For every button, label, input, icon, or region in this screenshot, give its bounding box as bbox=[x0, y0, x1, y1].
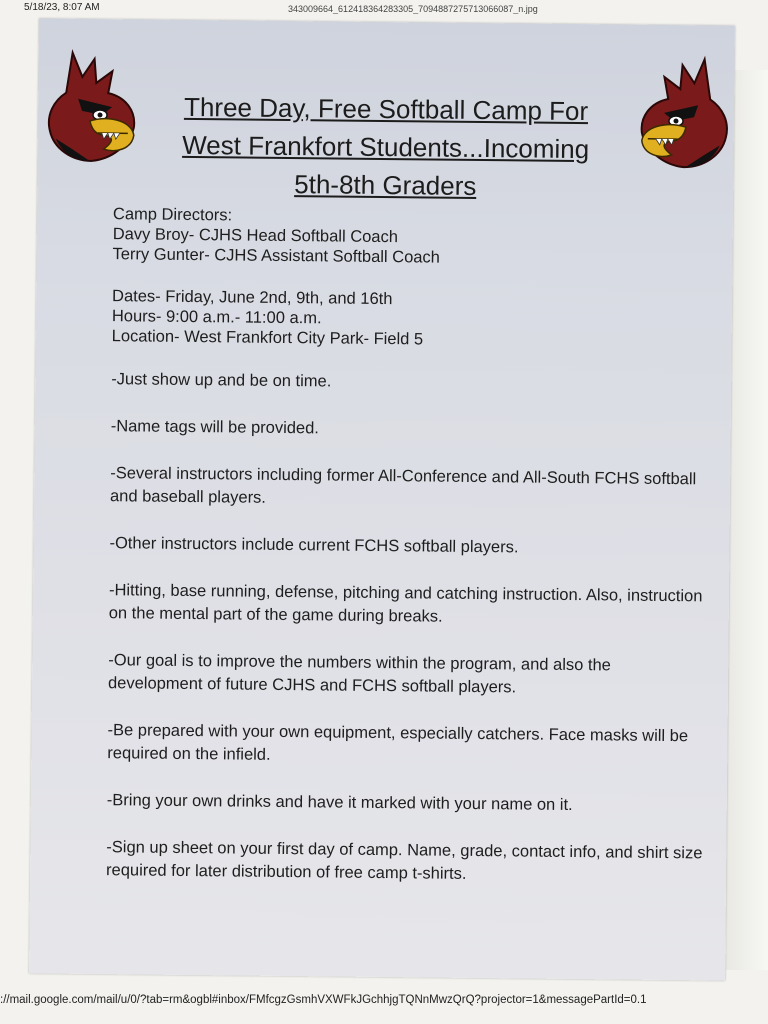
note-item: -Our goal is to improve the numbers within the program, and also the development of future CJHS and FCHS softball players. bbox=[107, 651, 611, 697]
print-header-timestamp: 5/18/23, 8:07 AM bbox=[24, 2, 100, 13]
title-line: 5th-8th Graders bbox=[294, 169, 477, 201]
note-item: -Bring your own drinks and have it marked with your name on it. bbox=[106, 791, 573, 815]
note-item: -Sign up sheet on your first day of camp. Name, grade, contact info, and shirt size required for later distribution of free camp t-shirts. bbox=[106, 838, 703, 883]
note-item: -Hitting, base running, defense, pitching and catching instruction. Also, instruction on the mental part of the game during breaks. bbox=[108, 581, 703, 626]
directors-heading: Camp Directors: bbox=[112, 205, 233, 225]
camp-directors bbox=[112, 204, 713, 270]
note-item: -Be prepared with your own equipment, especially catchers. Face masks will be required on the infield. bbox=[107, 721, 689, 764]
title-line: Three Day, Free Softball Camp For bbox=[183, 91, 589, 127]
note-item: -Several instructors including former All-Conference and All-South FCHS softball and baseball players. bbox=[109, 464, 697, 507]
note-item: -Just show up and be on time. bbox=[111, 370, 332, 391]
print-header-filename: 343009664_612418364283305_7094887275713066087_n.jpg bbox=[288, 4, 538, 14]
dates-line: Dates- Friday, June 2nd, 9th, and 16th bbox=[112, 287, 393, 309]
camp-details bbox=[112, 286, 713, 352]
note-item: -Other instructors include current FCHS softball players. bbox=[109, 534, 519, 557]
director-line: Terry Gunter- CJHS Assistant Softball Coach bbox=[112, 245, 441, 267]
title-line: West Frankfort Students...Incoming bbox=[182, 129, 590, 165]
hours-line: Hours- 9:00 a.m.- 11:00 a.m. bbox=[111, 307, 322, 328]
flyer-body bbox=[106, 204, 713, 912]
print-footer-url: ://mail.google.com/mail/u/0/?tab=rm&ogbl#inbox/FMfcgzGsmhVXWFkJGchhjgTQNnMwzQrQ?projector=1&messagePartId=0.1 bbox=[0, 994, 647, 1006]
cardinal-mascot-icon bbox=[41, 48, 138, 165]
flyer-title bbox=[137, 87, 634, 206]
director-line: Davy Broy- CJHS Head Softball Coach bbox=[112, 225, 399, 247]
note-item: -Name tags will be provided. bbox=[110, 417, 320, 438]
cardinal-mascot-icon bbox=[637, 55, 734, 172]
location-line: Location- West Frankfort City Park- Field 5 bbox=[111, 327, 424, 349]
flyer-sheet bbox=[29, 18, 735, 980]
